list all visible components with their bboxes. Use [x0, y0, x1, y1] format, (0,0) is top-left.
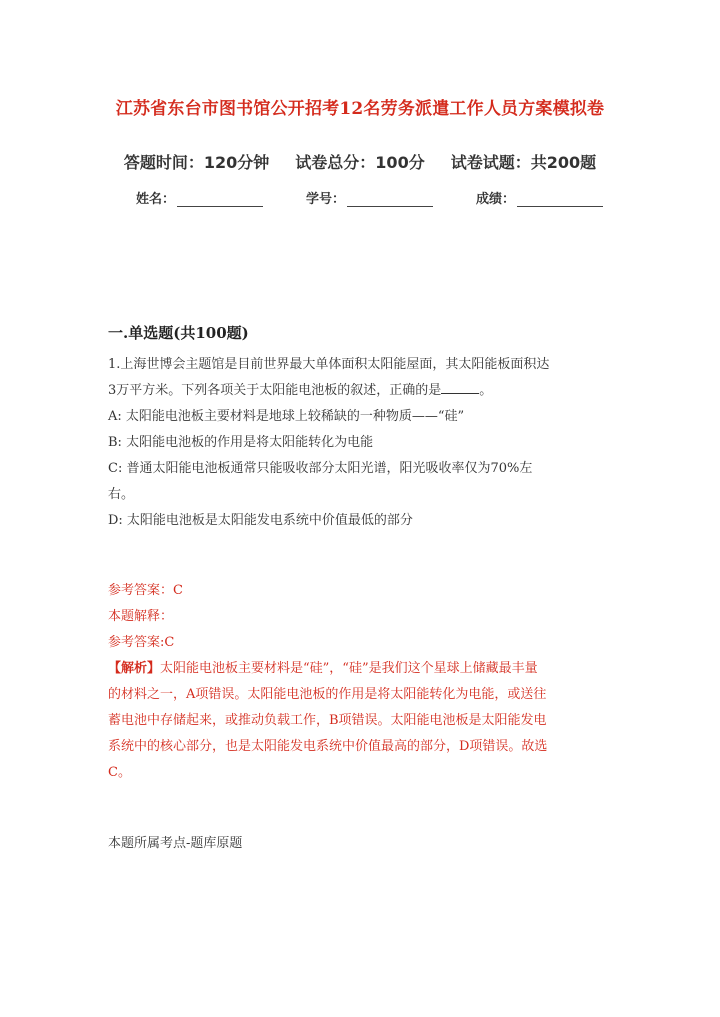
grade-blank[interactable] — [517, 192, 603, 207]
analysis-text-1: 太阳能电池板主要材料是“硅”，“硅”是我们这个星球上储藏最丰量 — [160, 661, 538, 676]
option-a: A: 太阳能电池板主要材料是地球上较稀缺的一种物质——“硅” — [108, 409, 465, 424]
question-stem-end: 。 — [479, 383, 493, 398]
explain-label: 本题解释： — [108, 609, 174, 624]
analysis-line2: 的材料之一，A项错误。太阳能电池板的作用是将太阳能转化为电能，或送往 — [108, 687, 547, 702]
section-heading: 一.单选题(共100题) — [108, 324, 249, 342]
source-note: 本题所属考点-题库原题 — [108, 836, 243, 851]
question-stem-text: 3万平方米。下列各项关于太阳能电池板的叙述，正确的是 — [108, 383, 442, 398]
analysis-line5: C。 — [108, 765, 131, 780]
question-block — [108, 352, 608, 534]
analysis-line3: 蓄电池中存储起来，或推动负载工作，B项错误。太阳能电池板是太阳能发电 — [108, 713, 547, 728]
option-c-line2: 右。 — [108, 487, 135, 502]
score-label: 试卷总分：100分 — [295, 153, 425, 172]
answer-block — [108, 578, 608, 786]
time-label: 答题时间：120分钟 — [123, 153, 270, 172]
analysis-line1 — [108, 656, 608, 682]
question-stem-line2 — [108, 378, 608, 404]
analysis-line4: 系统中的核心部分，也是太阳能发电系统中价值最高的部分，D项错误。故选 — [108, 739, 548, 754]
name-blank[interactable] — [177, 192, 263, 207]
count-label: 试卷试题：共200题 — [450, 153, 597, 172]
question-stem-line1: 1.上海世博会主题馆是目前世界最大单体面积太阳能屋面，其太阳能板面积达 — [108, 357, 550, 372]
option-b: B: 太阳能电池板的作用是将太阳能转化为电能 — [108, 435, 374, 450]
name-label: 姓名： — [136, 192, 176, 207]
option-d: D: 太阳能电池板是太阳能发电系统中价值最低的部分 — [108, 513, 413, 528]
exam-meta — [0, 150, 720, 173]
ref-answer: 参考答案：C — [108, 583, 183, 598]
id-field[interactable] — [306, 188, 433, 207]
id-label: 学号： — [306, 192, 346, 207]
name-field[interactable] — [136, 188, 263, 207]
option-c-line1: C: 普通太阳能电池板通常只能吸收部分太阳光谱，阳光吸收率仅为70%左 — [108, 461, 533, 476]
ref-answer-2: 参考答案:C — [108, 635, 175, 650]
analysis-tag: 【解析】 — [108, 661, 161, 676]
page-title: 江苏省东台市图书馆公开招考12名劳务派遣工作人员方案模拟卷 — [115, 99, 605, 119]
grade-field[interactable] — [476, 188, 603, 207]
id-blank[interactable] — [347, 192, 433, 207]
answer-blank — [441, 380, 479, 394]
grade-label: 成绩： — [476, 192, 516, 207]
